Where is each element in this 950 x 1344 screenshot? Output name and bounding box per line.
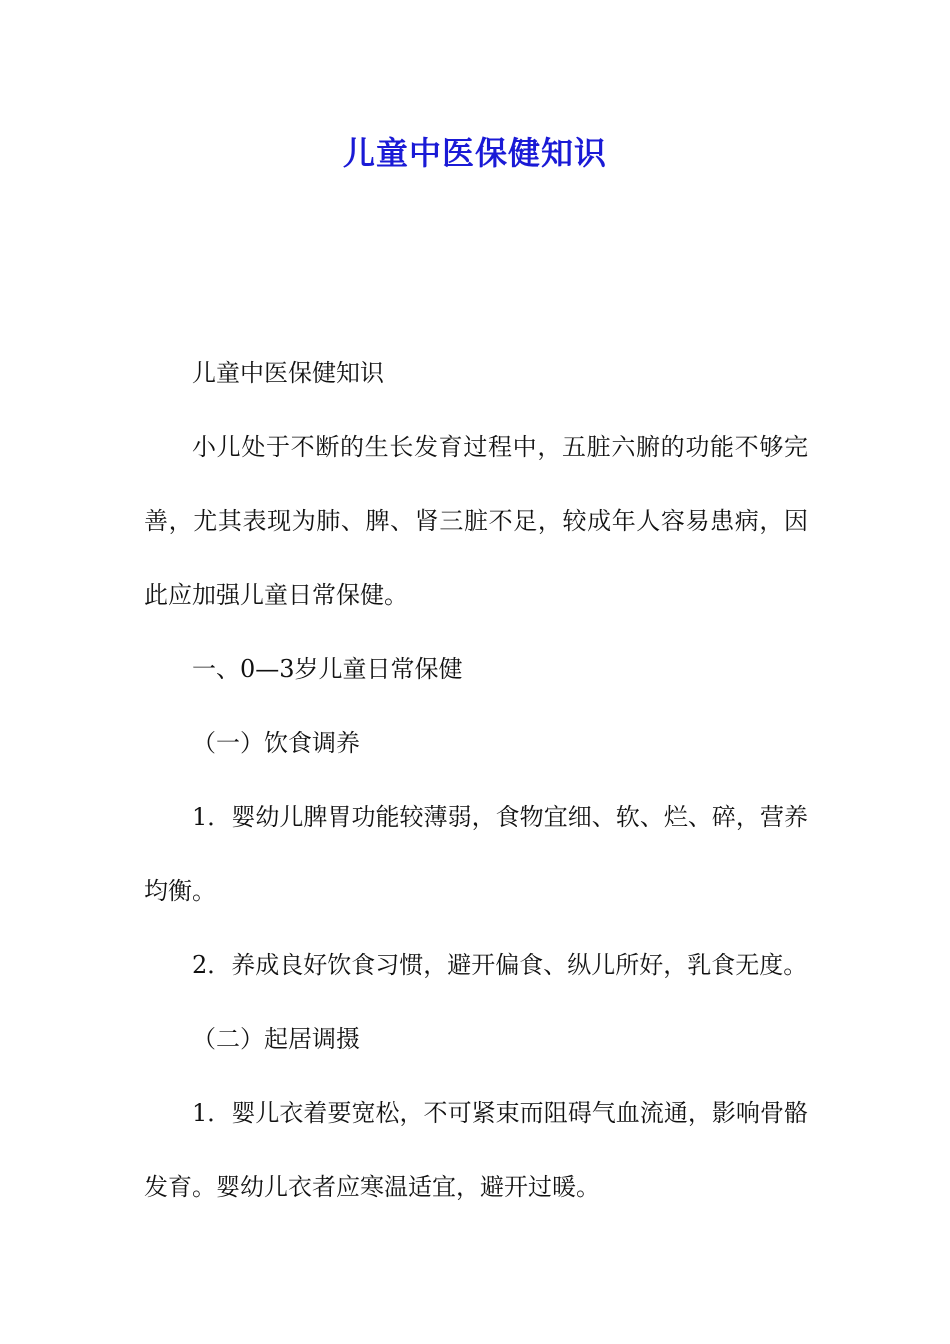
document-title: 儿童中医保健知识 (342, 134, 607, 172)
document-body (144, 336, 808, 1224)
list-item: 1．婴儿衣着要宽松，不可紧束而阻碍气血流通，影响骨骼发育。婴幼儿衣者应寒温适宜，避开过暖。 (144, 1099, 808, 1201)
list-item: 2．养成良好饮食习惯，避开偏食、纵儿所好，乳食无度。 (192, 951, 808, 979)
list-item: 1．婴幼儿脾胃功能较薄弱，食物宜细、软、烂、碎，营养均衡。 (144, 803, 808, 905)
paragraph-intro: 小儿处于不断的生长发育过程中，五脏六腑的功能不够完善，尤其表现为肺、脾、肾三脏不足，较成年人容易患病，因此应加强儿童日常保健。 (144, 433, 808, 609)
section-heading: 一、0—3岁儿童日常保健 (192, 655, 463, 683)
paragraph-subtitle: 儿童中医保健知识 (192, 359, 384, 387)
subsection-heading: （二）起居调摄 (192, 1025, 360, 1053)
subsection-heading: （一）饮食调养 (192, 729, 360, 757)
